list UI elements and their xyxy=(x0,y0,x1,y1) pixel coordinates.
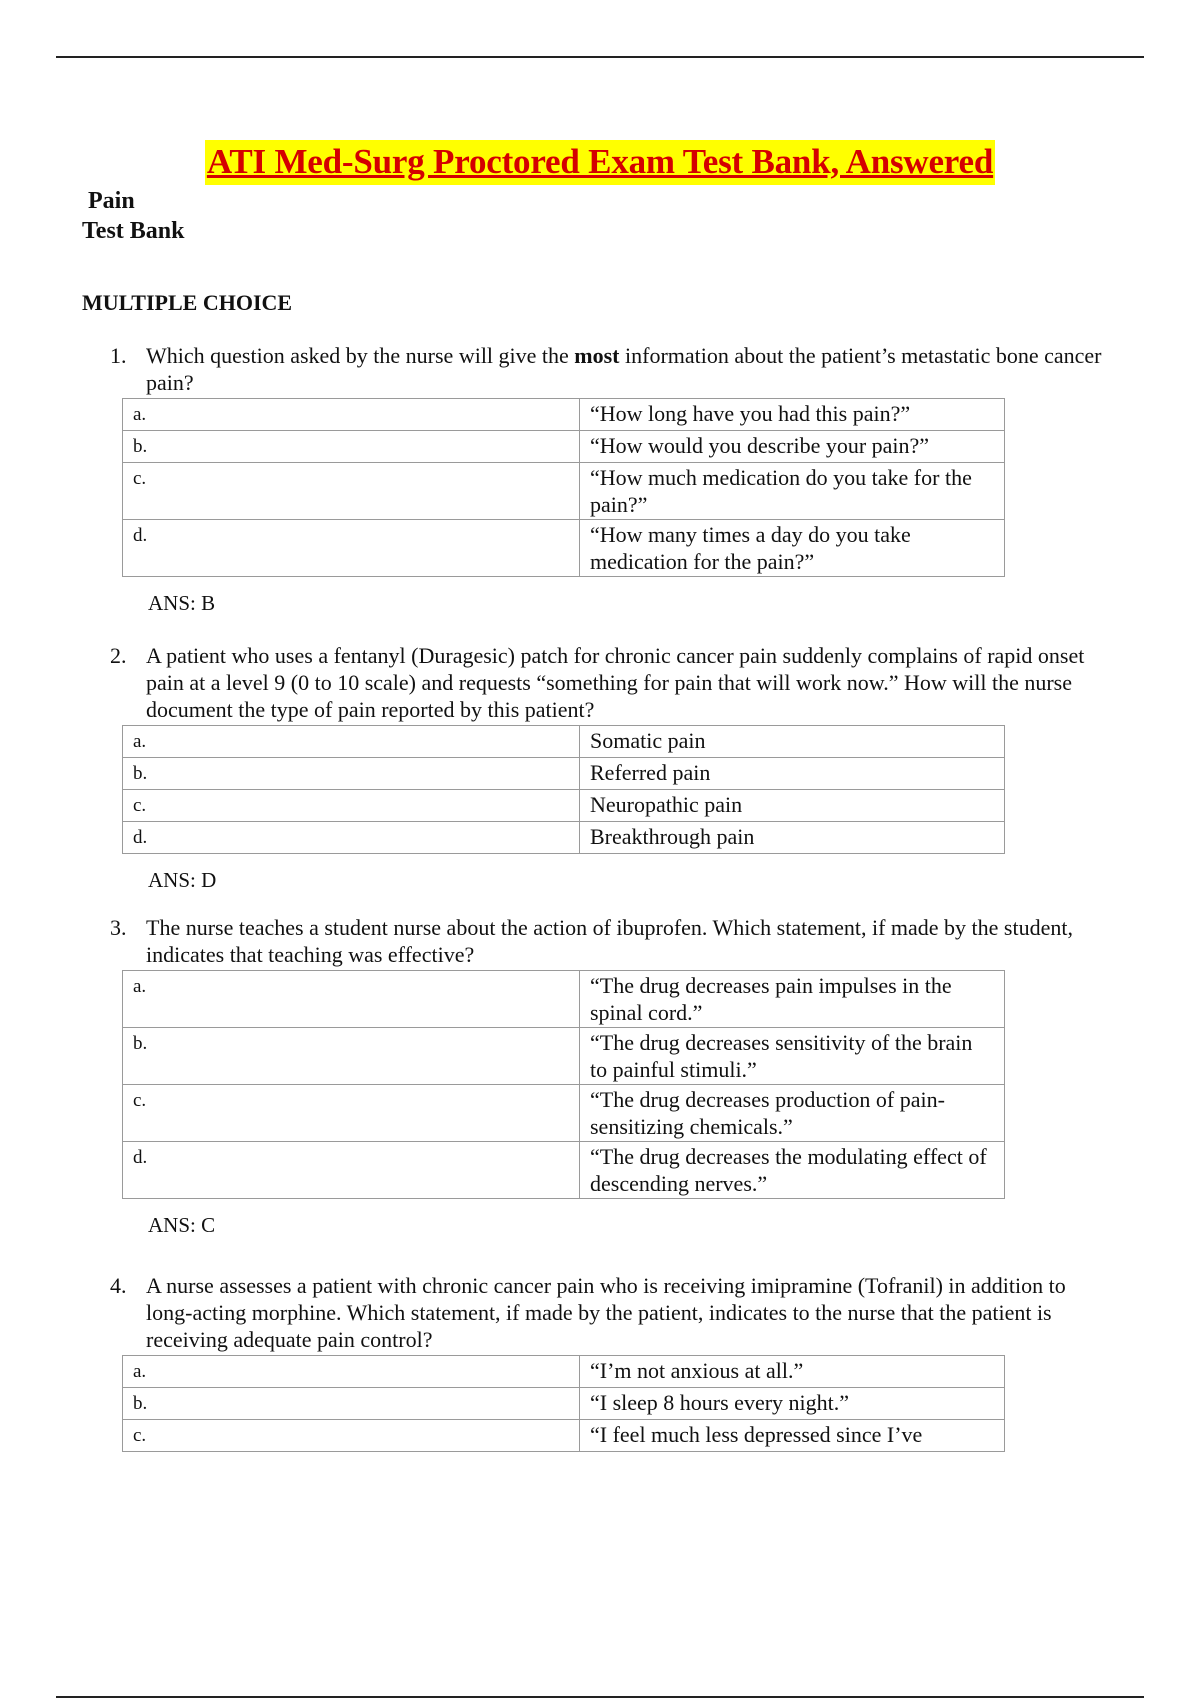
answer-key: ANS: C xyxy=(148,1213,216,1237)
option-letter: b. xyxy=(123,758,580,790)
option-text: Somatic pain xyxy=(580,726,1005,758)
options-table xyxy=(122,398,1005,577)
option-row[interactable] xyxy=(123,1388,1005,1420)
option-text: “The drug decreases the modulating effect of descending nerves.” xyxy=(580,1142,1005,1199)
question-text xyxy=(110,1272,1110,1353)
question-2 xyxy=(0,642,1200,893)
question-3 xyxy=(0,914,1200,1238)
option-row[interactable] xyxy=(123,1028,1005,1085)
option-letter: b. xyxy=(123,431,580,463)
option-row[interactable] xyxy=(123,1085,1005,1142)
option-text: “How many times a day do you take medication for the pain?” xyxy=(580,520,1005,577)
option-row[interactable] xyxy=(123,399,1005,431)
section-heading: MULTIPLE CHOICE xyxy=(82,290,293,315)
option-letter: c. xyxy=(123,463,580,520)
option-letter: a. xyxy=(123,971,580,1028)
option-text: “I sleep 8 hours every night.” xyxy=(580,1388,1005,1420)
option-letter: c. xyxy=(123,1420,580,1452)
option-letter: a. xyxy=(123,399,580,431)
option-letter: a. xyxy=(123,1356,580,1388)
option-text: “I feel much less depressed since I’ve xyxy=(580,1420,1005,1452)
answer-key: ANS: D xyxy=(148,868,217,892)
option-text: “How would you describe your pain?” xyxy=(580,431,1005,463)
question-text-part: information about the patient’s metastatic bone cancer pain? xyxy=(146,343,1102,395)
option-letter: c. xyxy=(123,790,580,822)
question-body: The nurse teaches a student nurse about the action of ibuprofen. Which statement, if made by the student, indicates that teaching was effective? xyxy=(146,915,1073,967)
question-emphasis: most xyxy=(574,343,620,368)
chapter-subtitle: Test Bank xyxy=(82,218,185,244)
question-number: 3. xyxy=(110,915,127,940)
question-number: 4. xyxy=(110,1273,127,1298)
title-wrap xyxy=(0,140,1200,185)
option-row[interactable] xyxy=(123,726,1005,758)
question-text xyxy=(110,914,1110,968)
option-letter: a. xyxy=(123,726,580,758)
chapter-title: Pain xyxy=(88,188,135,214)
question-text-part: Which question asked by the nurse will give the xyxy=(146,343,575,368)
option-text: “The drug decreases sensitivity of the brain to painful stimuli.” xyxy=(580,1028,1005,1085)
top-rule xyxy=(56,56,1144,58)
option-letter: d. xyxy=(123,822,580,854)
option-row[interactable] xyxy=(123,971,1005,1028)
option-row[interactable] xyxy=(123,822,1005,854)
question-body: A nurse assesses a patient with chronic cancer pain who is receiving imipramine (Tofranil) in addition to long-acting morphine. Which statement, if made by the patient, indicates to the nurse that the patient is receiving adequate pain control? xyxy=(146,1273,1066,1352)
option-letter: b. xyxy=(123,1388,580,1420)
option-text: “How long have you had this pain?” xyxy=(580,399,1005,431)
question-body: A patient who uses a fentanyl (Duragesic) patch for chronic cancer pain suddenly complains of rapid onset pain at a level 9 (0 to 10 scale) and requests “something for pain that will work now.” How will the nurse document the type of pain reported by this patient? xyxy=(146,643,1085,722)
question-body xyxy=(146,342,1110,396)
option-letter: d. xyxy=(123,1142,580,1199)
question-text xyxy=(110,642,1110,723)
option-row[interactable] xyxy=(123,1356,1005,1388)
option-row[interactable] xyxy=(123,758,1005,790)
option-text: Breakthrough pain xyxy=(580,822,1005,854)
answer-key: ANS: B xyxy=(148,591,216,615)
options-table xyxy=(122,725,1005,854)
option-row[interactable] xyxy=(123,520,1005,577)
question-number: 2. xyxy=(110,643,127,668)
question-text xyxy=(110,342,1110,396)
option-row[interactable] xyxy=(123,431,1005,463)
question-1 xyxy=(0,342,1200,616)
option-row[interactable] xyxy=(123,1142,1005,1199)
option-text: “I’m not anxious at all.” xyxy=(580,1356,1005,1388)
option-row[interactable] xyxy=(123,1420,1005,1452)
document-title: ATI Med-Surg Proctored Exam Test Bank, Answered xyxy=(205,140,995,185)
option-letter: d. xyxy=(123,520,580,577)
option-letter: c. xyxy=(123,1085,580,1142)
question-number: 1. xyxy=(110,343,127,368)
option-row[interactable] xyxy=(123,463,1005,520)
options-table xyxy=(122,1355,1005,1452)
option-text: “How much medication do you take for the pain?” xyxy=(580,463,1005,520)
option-row[interactable] xyxy=(123,790,1005,822)
option-text: Neuropathic pain xyxy=(580,790,1005,822)
options-table xyxy=(122,970,1005,1199)
option-letter: b. xyxy=(123,1028,580,1085)
question-4 xyxy=(0,1272,1200,1452)
bottom-rule xyxy=(56,1696,1144,1698)
option-text: “The drug decreases pain impulses in the spinal cord.” xyxy=(580,971,1005,1028)
option-text: Referred pain xyxy=(580,758,1005,790)
option-text: “The drug decreases production of pain-sensitizing chemicals.” xyxy=(580,1085,1005,1142)
